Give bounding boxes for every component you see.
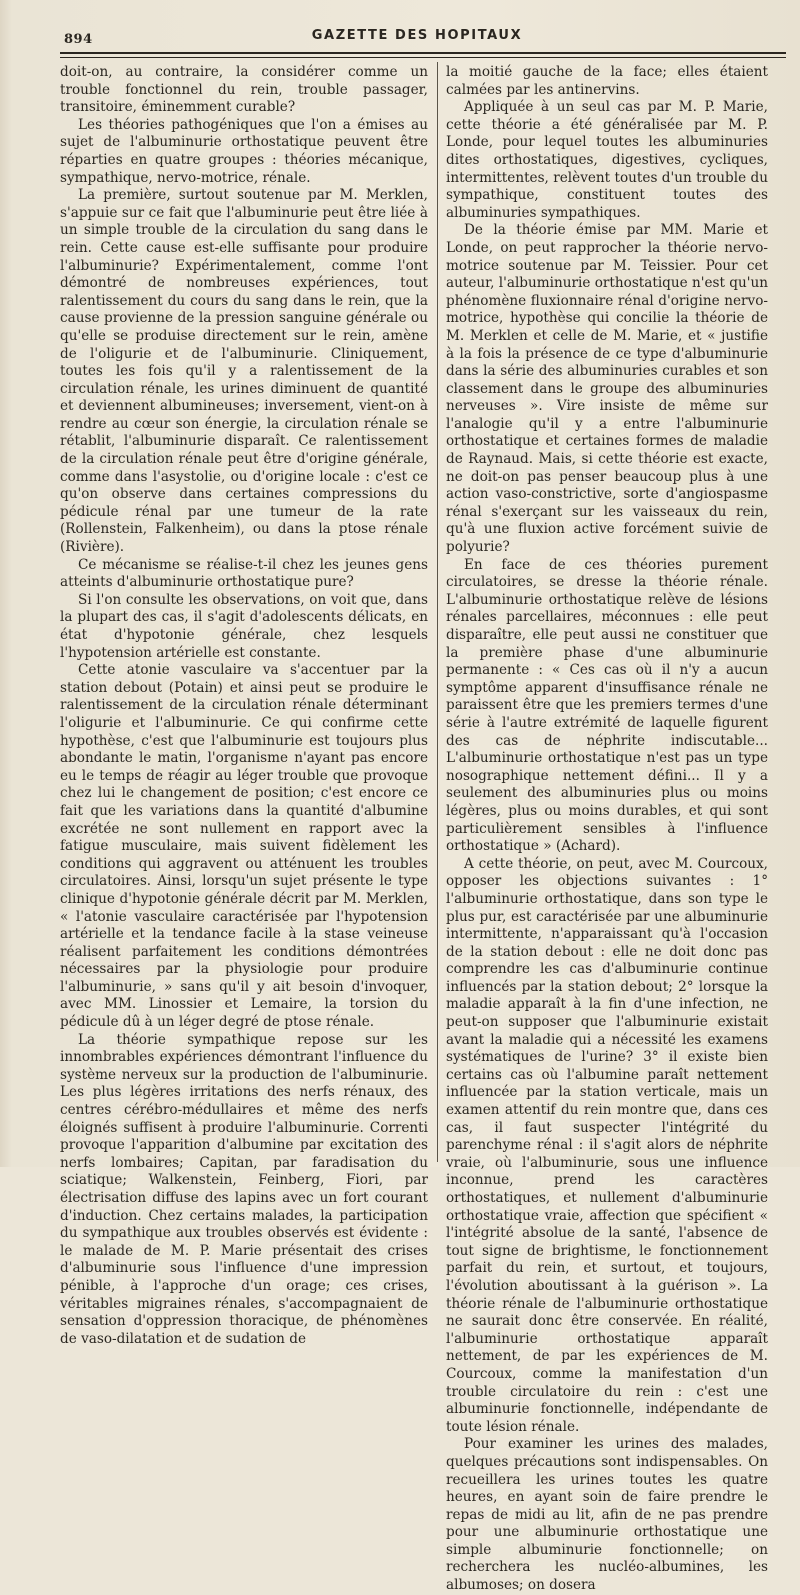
- header-rule-thick: [60, 52, 786, 54]
- right-column: [446, 64, 768, 1594]
- paragraph: De la théorie émise par MM. Marie et Londe, on peut rapprocher la théorie nervo-motrice soutenue par M. Teissier. Pour cet auteur, l'albuminurie orthostatique n'est qu'un phénomène fluxionnaire rénal d'origine nervo-motrice, hypothèse qui concilie la théorie de M. Merklen et celle de M. Marie, et « justifie à la fois la présence de ce type d'albuminurie dans la série des albuminuries curables et son classement dans le groupe des albuminuries nerveuses ». Vire insiste de même sur l'analogie qu'il y a entre l'albuminurie orthostatique et certaines formes de maladie de Raynaud. Mais, si cette théorie est exacte, ne doit-on pas penser beaucoup plus à une action vaso-constrictive, sorte d'angiospasme rénal s'exerçant sur les vaisseaux du rein, qu'à une fluxion active forcément suivie de polyurie?: [446, 222, 768, 556]
- left-column: [60, 64, 428, 1347]
- paragraph: Cette atonie vasculaire va s'accentuer par la station debout (Potain) et ainsi peut se produire le ralentissement de la circulation rénale déterminant l'oligurie et l'albuminurie. Ce qui confirme cette hypothèse, c'est que l'albuminurie est toujours plus abondante le matin, l'organisme n'ayant pas encore eu le temps de réagir au léger trouble que provoque chez lui le changement de position; c'est encore ce fait que les variations dans la quantité d'albumine excrétée ne sont nullement en rapport avec la fatigue musculaire, mais suivent fidèlement les conditions qui aggravent ou atténuent les troubles circulatoires. Ainsi, lorsqu'un sujet présente le type clinique d'hypotonie générale décrit par M. Merklen, « l'atonie vasculaire caractérisée par l'hypotension artérielle et la tendance facile à la stase veineuse réalisent parfaitement les conditions démontrées nécessaires par la physiologie pour produire l'albuminurie, » sans qu'il y ait besoin d'invoquer, avec MM. Linossier et Lemaire, la torsion du pédicule dû à un léger degré de ptose rénale.: [60, 662, 428, 1031]
- paragraph: Les théories pathogéniques que l'on a émises au sujet de l'albuminurie orthostatique peuvent être réparties en quatre groupes : théories mécanique, sympathique, nervo-motrice, rénale.: [60, 116, 428, 186]
- page-header: [52, 18, 782, 54]
- paragraph: Appliquée à un seul cas par M. P. Marie, cette théorie a été généralisée par M. P. Londe, pour lequel toutes les albuminuries dites orthostatiques, digestives, cycliques, intermittentes, relèvent toutes d'un trouble du sympathique, constituent toutes des albuminuries sympathiques.: [446, 99, 768, 221]
- header-rule-thin: [60, 57, 786, 58]
- paragraph: doit-on, au contraire, la considérer comme un trouble fonctionnel du rein, trouble passager, transitoire, éminemment curable?: [60, 64, 428, 116]
- journal-title: GAZETTE DES HOPITAUX: [311, 28, 523, 43]
- page-number: 894: [64, 32, 93, 47]
- paragraph: A cette théorie, on peut, avec M. Courcoux, opposer les objections suivantes : 1° l'albuminurie orthostatique, dans son type le plus pur, est caractérisée par une albuminurie intermittente, n'apparaissant qu'à l'occasion de la station debout : elle ne doit donc pas comprendre les cas d'albuminurie continue influencés par la station debout; 2° lorsque la maladie apparaît à la fin d'une infection, ne peut-on supposer que l'albuminurie existait avant la maladie qui a nécessité les examens systématiques de l'urine? 3° il existe bien certains cas où l'albumine paraît nettement influencée par la station verticale, mais un examen attentif du rein montre que, dans ces cas, il faut suspecter l'intégrité du parenchyme rénal : il s'agit alors de néphrite vraie, où l'albuminurie, sous une influence inconnue, prend les caractères orthostatiques, et nullement d'albuminurie orthostatique vraie, affection que spécifient « l'intégrité absolue de la santé, l'absence de tout signe de brightisme, le fonctionnement parfait du rein, et surtout, et toujours, l'évolution aboutissant à la guérison ». La théorie rénale de l'albuminurie orthostatique ne saurait donc être conservée. En réalité, l'albuminurie orthostatique apparaît nettement, de par les expériences de M. Courcoux, comme la manifestation d'un trouble circulatoire du rein : c'est une albuminurie fonctionnelle, indépendante de toute lésion rénale.: [446, 855, 768, 1435]
- paragraph: En face de ces théories purement circulatoires, se dresse la théorie rénale. L'albuminurie orthostatique relève de lésions rénales parcellaires, méconnues : elle peut disparaître, elle peut aussi ne constituer que la première phase d'une albuminurie permanente : « Ces cas où il n'y a aucun symptôme apparent d'insuffisance rénale ne paraissent être que les premiers termes d'une série à l'autre extrémité de laquelle figurent des cas de néphrite indiscutable... L'albuminurie orthostatique n'est pas un type nosographique nettement défini... Il y a seulement des albuminuries plus ou moins légères, plus ou moins durables, et qui sont particulièrement sensibles à l'influence orthostatique » (Achard).: [446, 556, 768, 855]
- paragraph: La théorie sympathique repose sur les innombrables expériences démontrant l'influence du système nerveux sur la production de l'albuminurie. Les plus légères irritations des nerfs rénaux, des centres cérébro-médullaires et même des nerfs éloignés suffisent à produire l'albuminurie. Correnti provoque l'apparition d'albumine par excitation des nerfs lombaires; Capitan, par faradisation du sciatique; Walkenstein, Feinberg, Fiori, par électrisation diffuse des lapins avec un fort courant d'induction. Chez certains malades, la participation du sympathique aux troubles observés est évidente : le malade de M. P. Marie présentait des crises d'albuminurie sous l'influence d'une impression pénible, à l'approche d'un orage; ces crises, véritables migraines rénales, s'accompagnaient de sensation d'oppression thoracique, de phénomènes de vaso-dilatation et de sudation de: [60, 1031, 428, 1347]
- paragraph: la moitié gauche de la face; elles étaient calmées par les antinervins.: [446, 64, 768, 98]
- paragraph: Si l'on consulte les observations, on voit que, dans la plupart des cas, il s'agit d'adolescents délicats, en état d'hypotonie générale, chez lesquels l'hypotension artérielle est constante.: [60, 591, 428, 661]
- paragraph: La première, surtout soutenue par M. Merklen, s'appuie sur ce fait que l'albuminurie peut être liée à un simple trouble de la circulation du sang dans le rein. Cette cause est-elle suffisante pour produire l'albuminurie? Expérimentalement, comme l'ont démontré de nombreuses expériences, tout ralentissement du cours du sang dans le rein, que la cause provienne de la pression sanguine générale ou qu'elle se produise directement sur le rein, amène de l'oligurie et de l'albuminurie. Cliniquement, toutes les fois qu'il y a ralentissement de la circulation rénale, les urines diminuent de quantité et deviennent albumineuses; inversement, vient-on à rendre au cœur son énergie, la circulation rénale se rétablit, l'albuminurie disparaît. Ce ralentissement de la circulation rénale peut être d'origine générale, comme dans l'asystolie, ou d'origine locale : c'est ce qu'on observe dans certaines compressions du pédicule rénal par une tumeur de la rate (Rollenstein, Falkenheim), ou dans la ptose rénale (Rivière).: [60, 187, 428, 556]
- column-divider: [437, 62, 438, 1162]
- paragraph: Pour examiner les urines des malades, quelques précautions sont indispensables. On recueillera les urines toutes les quatre heures, en ayant soin de faire prendre le repas de midi au lit, afin de ne pas prendre pour une albuminurie orthostatique une simple albuminurie fonctionnelle; on recherchera les nucléo-albumines, les albumoses; on dosera: [446, 1436, 768, 1594]
- paragraph: Ce mécanisme se réalise-t-il chez les jeunes gens atteints d'albuminurie orthostatique pure?: [60, 556, 428, 591]
